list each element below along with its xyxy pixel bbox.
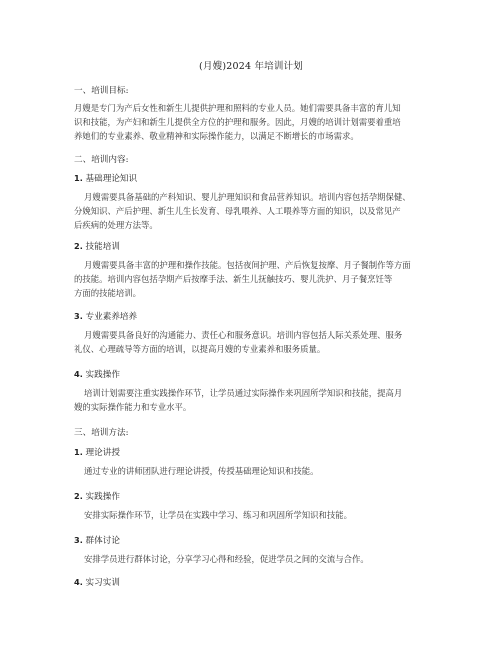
item-number: 1.	[74, 447, 83, 457]
content-item-2-body	[74, 258, 436, 301]
item-number: 3.	[74, 535, 83, 545]
method-item-1-title	[74, 446, 120, 458]
method-item-1-body	[74, 464, 436, 478]
method-item-2-body	[74, 508, 436, 522]
method-item-4-title	[74, 576, 120, 588]
paragraph-line: 分娩知识、产后护理、新生儿生长发育、母乳喂养、人工喂养等方面的知识，以及常见产	[74, 206, 401, 217]
paragraph-line: 月嫂需要具备基础的产科知识、婴儿护理知识和食品营养知识。培训内容包括孕期保健、	[84, 192, 411, 202]
content-item-1-title	[74, 172, 137, 184]
objective-paragraph	[74, 101, 436, 144]
content-item-1-body	[74, 190, 436, 233]
paragraph-line: 安排实际操作环节，让学员在实践中学习、练习和巩固所学知识和技能。	[84, 510, 352, 520]
item-number: 3.	[74, 311, 83, 321]
item-title: 技能培训	[85, 242, 120, 252]
paragraph-line: 礼仪、心理疏导等方面的培训，以提高月嫂的专业素养和服务质量。	[74, 344, 326, 355]
content-item-3-title	[74, 310, 137, 322]
item-title: 实践操作	[85, 370, 120, 380]
page-title: (月嫂)2024 年培训计划	[199, 61, 303, 72]
item-number: 4.	[74, 577, 83, 587]
content-item-2-title	[74, 240, 120, 252]
paragraph-line: 的技能。培训内容包括孕期产后按摩手法、新生儿抚触技巧、婴儿洗护、月子餐烹饪等	[74, 274, 393, 285]
item-title: 基础理论知识	[85, 174, 138, 184]
method-item-2-title	[74, 490, 120, 502]
paragraph-line: 月嫂需要具备良好的沟通能力、责任心和服务意识。培训内容包括人际关系处理、服务	[84, 330, 403, 340]
item-title: 理论讲授	[85, 448, 120, 458]
item-title: 群体讨论	[85, 536, 120, 546]
item-title: 实践操作	[85, 492, 120, 502]
method-item-3-title	[74, 534, 120, 546]
paragraph-line: 月嫂是专门为产后女性和新生儿提供护理和照料的专业人员。她们需要具备丰富的育儿知	[74, 103, 401, 113]
item-title: 实习实训	[85, 578, 120, 588]
paragraph-line: 嫂的实际操作能力和专业水平。	[74, 402, 192, 413]
paragraph-line: 识和技能，为产妇和新生儿提供全方位的护理和服务。因此，月嫂的培训计划需要着重培	[74, 117, 401, 128]
paragraph-line: 培训计划需要注重实践操作环节，让学员通过实际操作来巩固所学知识和技能，提高月	[84, 388, 403, 398]
method-item-3-body	[74, 552, 436, 566]
item-title: 专业素养培养	[85, 312, 138, 322]
item-number: 2.	[74, 491, 83, 501]
section-heading-content: 二、培训内容:	[74, 155, 129, 165]
paragraph-line: 后疾病的处理方法等。	[74, 220, 158, 231]
content-item-3-body	[74, 328, 436, 356]
section-heading-method: 三、培训方法:	[74, 428, 129, 438]
paragraph-line: 养她们的专业素养、敬业精神和实际操作能力，以满足不断增长的市场需求。	[74, 131, 359, 142]
paragraph-line: 通过专业的讲师团队进行理论讲授，传授基础理论知识和技能。	[84, 466, 319, 476]
paragraph-line: 安排学员进行群体讨论，分享学习心得和经验，促进学员之间的交流与合作。	[84, 554, 369, 564]
item-number: 2.	[74, 241, 83, 251]
content-item-4-title	[74, 368, 120, 380]
paragraph-line: 月嫂需要具备丰富的护理和操作技能。包括夜间护理、产后恢复按摩、月子餐制作等方面	[84, 260, 411, 270]
section-heading-objective: 一、培训目标:	[74, 86, 129, 96]
content-item-4-body	[74, 386, 436, 414]
item-number: 4.	[74, 369, 83, 379]
paragraph-line: 方面的技能培训。	[74, 288, 141, 299]
item-number: 1.	[74, 173, 83, 183]
